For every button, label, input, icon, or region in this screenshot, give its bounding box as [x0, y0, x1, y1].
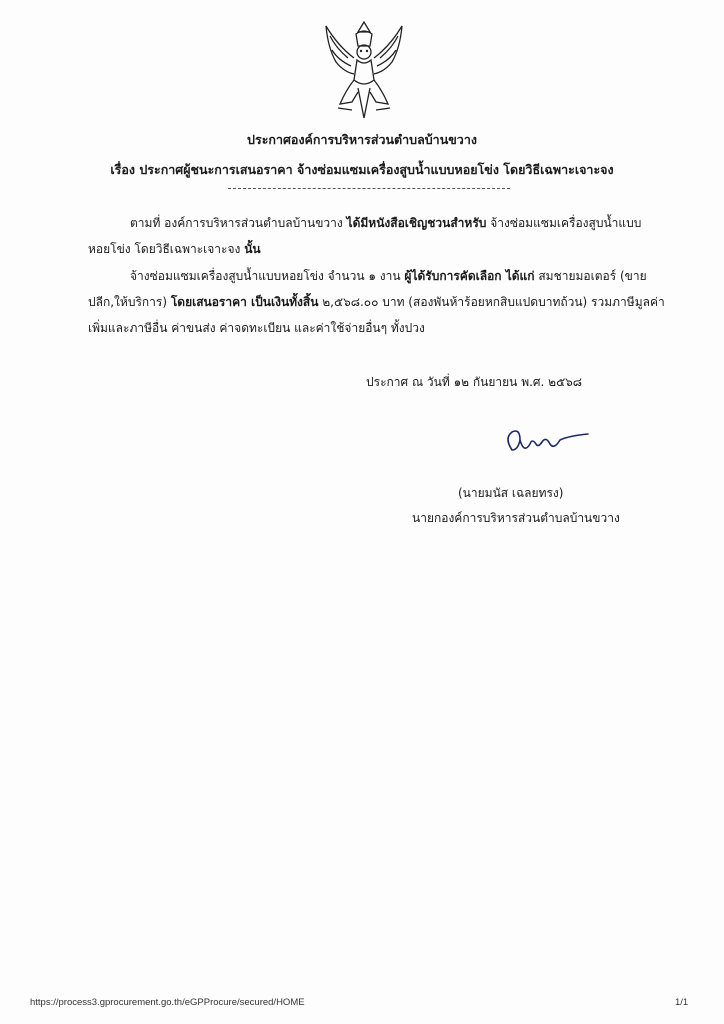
para1-line2 — [88, 240, 261, 259]
announce-date-line — [366, 373, 582, 392]
para1-line2-a: หอยโข่ง โดยวิธีเฉพาะเจาะจง — [88, 242, 245, 256]
para2-line1 — [130, 267, 647, 286]
signer-position: นายกองค์การบริหารส่วนตำบลบ้านขวาง — [412, 511, 620, 525]
para2-line1-b: ผู้ได้รับการคัดเลือก ได้แก่ — [404, 269, 535, 283]
para1-text-a: ตามที่ องค์การบริหารส่วนตำบลบ้านขวาง — [130, 216, 347, 230]
garuda-emblem-icon — [318, 18, 410, 122]
separator-line — [228, 188, 510, 189]
para2-line2-c: ๒,๕๖๘.๐๐ บาท (สองพันห้าร้อยหกสิบแปดบาทถ้วน) รวมภาษีมูลค่า — [318, 295, 665, 309]
para2-line1-c: สมชายมอเตอร์ (ขาย — [534, 269, 647, 283]
announcement-subject: เรื่อง ประกาศผู้ชนะการเสนอราคา จ้างซ่อมแซมเครื่องสูบน้ำแบบหอยโข่ง โดยวิธีเฉพาะเจาะจง — [110, 162, 614, 177]
para2-line2-a: ปลีก,ให้บริการ) — [88, 295, 171, 309]
footer-page-number: 1/1 — [675, 997, 689, 1008]
signature-mark — [498, 424, 598, 464]
para2-line2-b: โดยเสนอราคา เป็นเงินทั้งสิ้น — [170, 295, 319, 309]
announce-date: ๑๒ กันยายน พ.ศ. ๒๕๖๘ — [449, 375, 583, 389]
announcement-title: ประกาศองค์การบริหารส่วนตำบลบ้านขวาง — [247, 132, 477, 147]
announce-label: ประกาศ ณ วันที่ — [366, 375, 450, 389]
para1-line2-b: นั้น — [244, 242, 261, 256]
para2-line2 — [88, 293, 665, 312]
footer-url: https://process3.gprocurement.go.th/eGPProcure/secured/HOME — [30, 997, 305, 1008]
para2-line1-a: จ้างซ่อมแซมเครื่องสูบน้ำแบบหอยโข่ง จำนวน ๑ งาน — [130, 269, 405, 283]
para1-line1 — [130, 214, 641, 233]
para2-line3: เพิ่มและภาษีอื่น ค่าขนส่ง ค่าจดทะเบียน และค่าใช้จ่ายอื่นๆ ทั้งปวง — [88, 321, 425, 335]
para1-text-c: จ้างซ่อมแซมเครื่องสูบน้ำแบบ — [486, 216, 642, 230]
signer-name: (นายมนัส เฉลยทรง) — [458, 486, 564, 500]
para1-text-b: ได้มีหนังสือเชิญชวนสำหรับ — [346, 216, 487, 230]
